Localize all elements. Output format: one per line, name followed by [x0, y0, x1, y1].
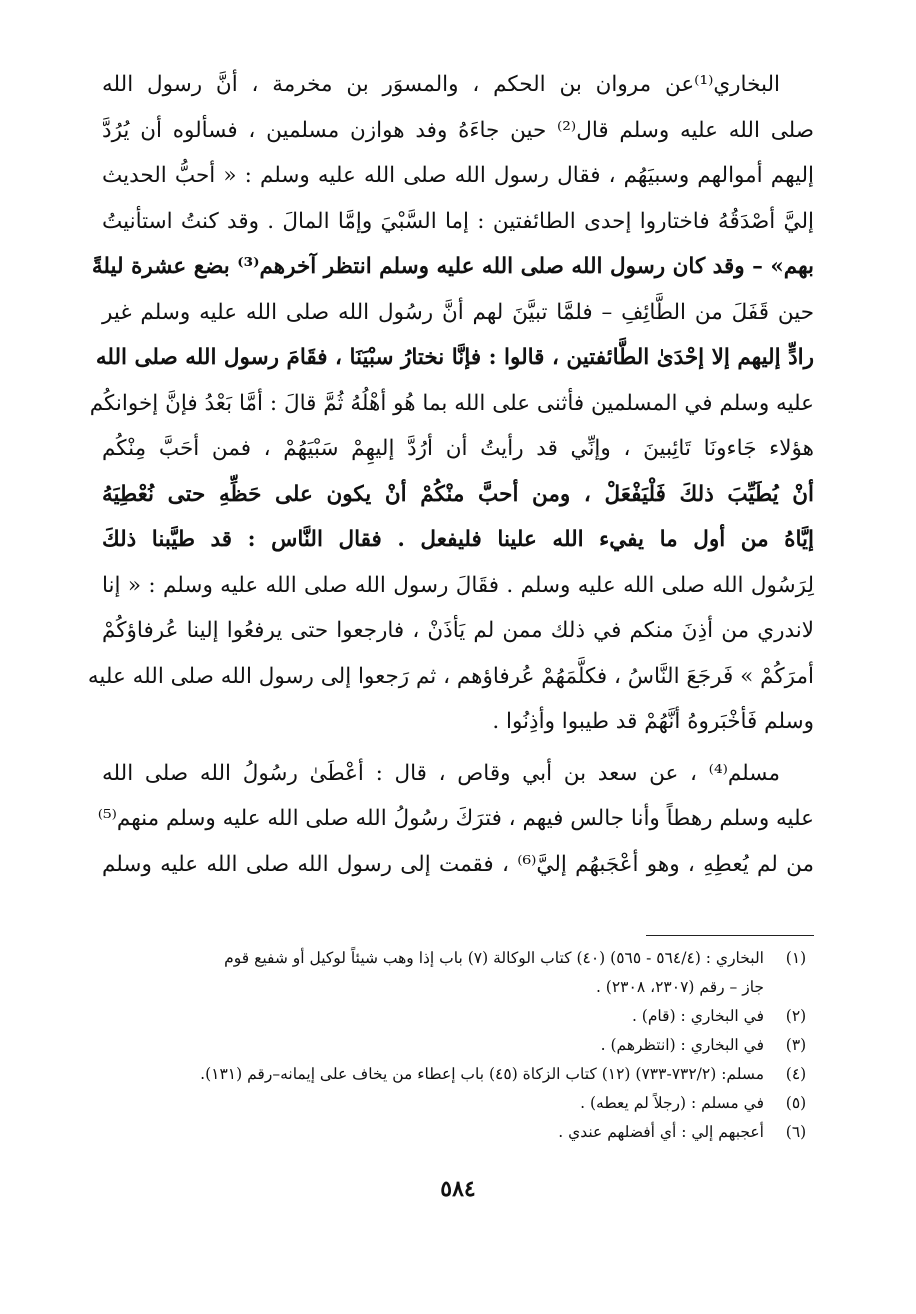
- footnote: [100, 1002, 816, 1031]
- main-text: [87, 62, 814, 887]
- footnote-number: (٣): [785, 1036, 807, 1054]
- footnote-number: (٦): [785, 1123, 807, 1141]
- footnote-text: جاز – رقم (٢٣٠٧، ٢٣٠٨) .: [595, 978, 764, 996]
- text-line: مسلم⁽⁴⁾ ، عن سعد بن أبي وقاص ، قال : أعْطَىٰ رسُولُ الله صلى الله: [102, 760, 780, 786]
- text-line: حين قَفَلَ من الطَّائِفِ – فلمَّا تبيَّنَ لهم أنَّ رسُول الله صلى الله عليه وسلم غير: [102, 299, 814, 325]
- footnote-separator: [646, 935, 814, 936]
- footnote: [100, 1089, 816, 1118]
- text-line: وسلم فَأخْبَروهُ أنَّهُمْ قد طيبوا وأذِنُوا .: [492, 709, 814, 734]
- footnote-number: (٢): [785, 1007, 807, 1025]
- footnote: [100, 1031, 816, 1060]
- paragraph-2: [97, 751, 814, 888]
- text-line: أمرَكُمْ » فَرجَعَ النَّاسُ ، فكلَّمَهُمْ عُرفاؤهم ، ثم رَجعوا إلى رسول الله صلى الله عليه: [87, 663, 814, 689]
- text-line: هؤلاء جَاءونَا تَائِبينَ ، وإنِّي قد رأيتُ أن أرُدَّ إليهِمْ سَبْيَهُمْ ، فمن أحَبَّ مِنْكُم: [102, 436, 814, 461]
- text-line: لِرَسُول الله صلى الله عليه وسلم . فقَالَ رسول الله صلى الله عليه وسلم : « إنا: [102, 572, 814, 598]
- text-line: رادٍّ إليهم إلا إحْدَىٰ الطَّائفتين ، قالوا : فإنَّا نختارُ سبْيَنَا ، فقَامَ رسول الله صلى الله: [95, 345, 814, 370]
- footnotes: [100, 944, 816, 1147]
- text-line: بهم» – وقد كان رسول الله صلى الله عليه وسلم انتظر آخرهم⁽³⁾ بضع عشرة ليلةً: [91, 254, 814, 279]
- text-line: لاندري من أذِنَ منكم في ذلك ممن لم يَأذَنْ ، فارجعوا حتى يرفعُوا إلينا عُرفاؤكُمْ: [102, 618, 814, 643]
- text-line: إليهم أموالهم وسبيَهُم ، فقال رسول الله صلى الله عليه وسلم : « أحبُّ الحديث: [102, 163, 814, 188]
- text-line: أنْ يُطَيِّبَ ذلكَ فَلْيَفْعَلْ ، ومن أحبَّ منْكُمْ أنْ يكون على حَظِّهِ حتى نُعْطِيَهُ: [102, 481, 814, 507]
- footnote-text: في البخاري : (انتظرهم) .: [600, 1036, 764, 1054]
- footnote-number: (١): [785, 949, 807, 967]
- footnote-text: في مسلم : (رجلاً لم يعطه) .: [580, 1094, 764, 1112]
- paragraph-1: [87, 62, 814, 745]
- footnote: [100, 944, 816, 1002]
- footnote: [100, 1060, 816, 1089]
- text-line: إيَّاهُ من أول ما يفيء الله علينا فليفعل . فقال النَّاس : قد طيَّبنا ذلكَ: [102, 527, 814, 552]
- footnote-number: (٤): [785, 1065, 807, 1083]
- text-line: عليه وسلم في المسلمين فأثنى على الله بما هُو أهْلُهُ ثُمَّ قالَ : أمَّا بَعْدُ فإنَّ إخوانكُم: [89, 390, 814, 416]
- footnote: [100, 1118, 816, 1147]
- text-line: إليَّ أصْدَقُهُ فاختاروا إحدى الطائفتين : إما السَّبْيَ وإمَّا المالَ . وقد كنتُ استأنيتُ: [102, 208, 814, 234]
- text-line: البخاري⁽¹⁾عن مروان بن الحكم ، والمسوَر بن مخرمة ، أنَّ رسول الله: [102, 72, 780, 97]
- footnote-text: في البخاري : (قام) .: [631, 1007, 764, 1025]
- footnote-text: البخاري : (٥٦٤/٤ - ٥٦٥) (٤٠) كتاب الوكالة (٧) باب إذا وهب شيئاً لوكيل أو شفيع قوم: [224, 949, 764, 967]
- text-line: صلى الله عليه وسلم قال⁽²⁾ حين جاءَهُ وفد هوازن مسلمين ، فسألوه أن يُرُدَّ: [102, 117, 814, 143]
- text-line: من لم يُعطِهِ ، وهو أعْجَبهُم إليَّ⁽⁶⁾ ، فقمت إلى رسول الله صلى الله عليه وسلم: [102, 851, 814, 877]
- footnote-text: أعجبهم إلي : أي أفضلهم عندي .: [558, 1123, 764, 1141]
- footnote-text: مسلم: (٧٣٢/٢-٧٣٣) (١٢) كتاب الزكاة (٤٥) باب إعطاء من يخاف على إيمانه–رقم (١٣١).: [200, 1065, 764, 1083]
- text-line: عليه وسلم رهطاً وأنا جالس فيهم ، فترَكَ رسُولُ الله صلى الله عليه وسلم منهم⁽⁵⁾: [97, 806, 814, 831]
- footnote-number: (٥): [785, 1094, 807, 1112]
- page-number: ٥٨٤: [440, 1176, 476, 1202]
